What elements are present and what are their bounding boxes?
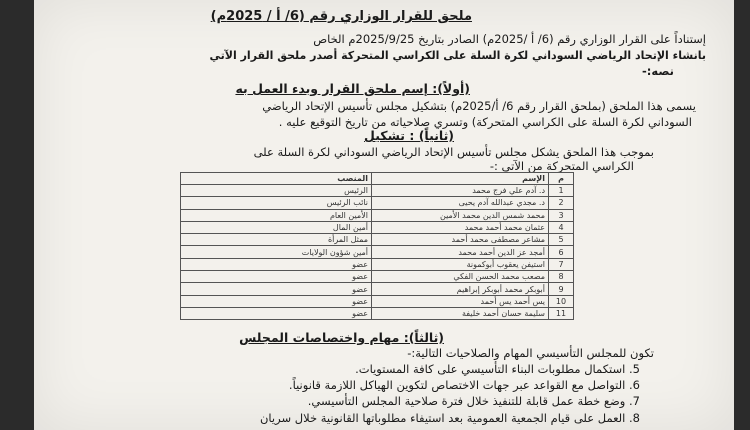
table-row: [181, 221, 574, 233]
section1-line-2: السوداني لكرة السلة على الكراسي المتحركة) وتسري صلاحياته من تاريخ التوقيع عليه .: [278, 115, 692, 129]
cell-name: أمجد عز الدين أحمد محمد: [372, 246, 549, 258]
cell-role: الأمين العام: [181, 209, 372, 221]
col-header-name: الإسم: [372, 173, 549, 185]
cell-number: 1: [549, 185, 574, 197]
section3-heading: (ثالثاً): مهام واختصاصات المجلس: [239, 330, 444, 345]
col-header-role: المنصب: [181, 173, 372, 185]
cell-name: مشاعر مصطفى محمد أحمد: [372, 234, 549, 246]
cell-number: 10: [549, 295, 574, 307]
intro-line-2: بانشاء الإتحاد الرياضي السوداني لكرة السلة على الكراسي المتحركة أصدر ملحق القرار الآتي: [209, 49, 706, 62]
cell-role: الرئيس: [181, 185, 372, 197]
cell-name: د. آدم علي فرج محمد: [372, 185, 549, 197]
cell-name: د. مجدي عبدالله آدم يحيى: [372, 197, 549, 209]
list-item: 5. استكمال مطلوبات البناء التأسيسي على كافة المستويات.: [355, 362, 640, 376]
cell-name: استيفن يعقوب أبوكمونة: [372, 258, 549, 270]
table-row: [181, 283, 574, 295]
cell-role: عضو: [181, 307, 372, 319]
table-row: [181, 271, 574, 283]
col-header-number: م: [549, 173, 574, 185]
list-item: 6. التواصل مع القواعد عبر جهات الاختصاص لتكوين الهياكل اللازمة قانونياً.: [288, 378, 640, 392]
intro-line-1: إستناداً على القرار الوزاري رقم (6/ أ /2025م) الصادر بتاريخ 2025/9/25م الخاص: [313, 32, 706, 46]
cell-role: عضو: [181, 283, 372, 295]
section2-heading: (ثانياً) : تشكيل: [364, 128, 454, 143]
intro-line-3: نصه:-: [642, 64, 674, 78]
cell-role: نائب الرئيس: [181, 197, 372, 209]
cell-number: 6: [549, 246, 574, 258]
cell-number: 8: [549, 271, 574, 283]
list-item: 7. وضع خطة عمل قابلة للتنفيذ خلال فترة صلاحية المجلس التأسيسي.: [307, 394, 640, 408]
cell-role: عضو: [181, 295, 372, 307]
cell-name: سليمة حسان أحمد خليفة: [372, 307, 549, 319]
table-header-row: [181, 173, 574, 185]
table-row: [181, 258, 574, 270]
cell-role: أمين المال: [181, 221, 372, 233]
cell-role: أمين شؤون الولايات: [181, 246, 372, 258]
cell-number: 11: [549, 307, 574, 319]
section2-line-1: بموجب هذا الملحق يشكل مجلس تأسيس الإتحاد الرياضي السوداني لكرة السلة على: [253, 145, 654, 159]
section2-line-2: الكراسي المتحركة من الآتي :-: [489, 159, 634, 173]
cell-name: محمد شمس الدين محمد الأمين: [372, 209, 549, 221]
cell-name: عثمان محمد أحمد محمد: [372, 221, 549, 233]
cell-number: 7: [549, 258, 574, 270]
cell-name: مصعب محمد الحسن الفكي: [372, 271, 549, 283]
table-row: [181, 185, 574, 197]
cell-number: 5: [549, 234, 574, 246]
cell-name: أبوبكر محمد أبوبكر إبراهيم: [372, 283, 549, 295]
cell-name: يس أحمد يس أحمد: [372, 295, 549, 307]
table-row: [181, 197, 574, 209]
table-row: [181, 307, 574, 319]
cell-number: 2: [549, 197, 574, 209]
section1-line-1: يسمى هذا الملحق (بملحق القرار رقم 6/ أ/2025م) بتشكيل مجلس تأسيس الإتحاد الرياضي: [262, 99, 696, 113]
list-item: 8. العمل على قيام الجمعية العمومية بعد استيفاء مطلوباتها القانونية خلال سريان: [259, 411, 640, 425]
members-table: [180, 172, 574, 320]
cell-number: 3: [549, 209, 574, 221]
document-sheet: [34, 0, 734, 430]
cell-role: عضو: [181, 271, 372, 283]
table-row: [181, 295, 574, 307]
cell-number: 9: [549, 283, 574, 295]
cell-role: عضو: [181, 258, 372, 270]
cell-number: 4: [549, 221, 574, 233]
section1-heading: (أولاً): إسم ملحق القرار وبدء العمل به: [235, 81, 470, 96]
section3-lead: تكون للمجلس التأسيسي المهام والصلاحيات التالية:-: [407, 346, 654, 360]
table-row: [181, 246, 574, 258]
table-row: [181, 234, 574, 246]
document-title: ملحق للقرار الوزاري رقم (6/ أ / 2025م): [210, 9, 472, 24]
table-row: [181, 209, 574, 221]
cell-role: ممثل المرأة: [181, 234, 372, 246]
